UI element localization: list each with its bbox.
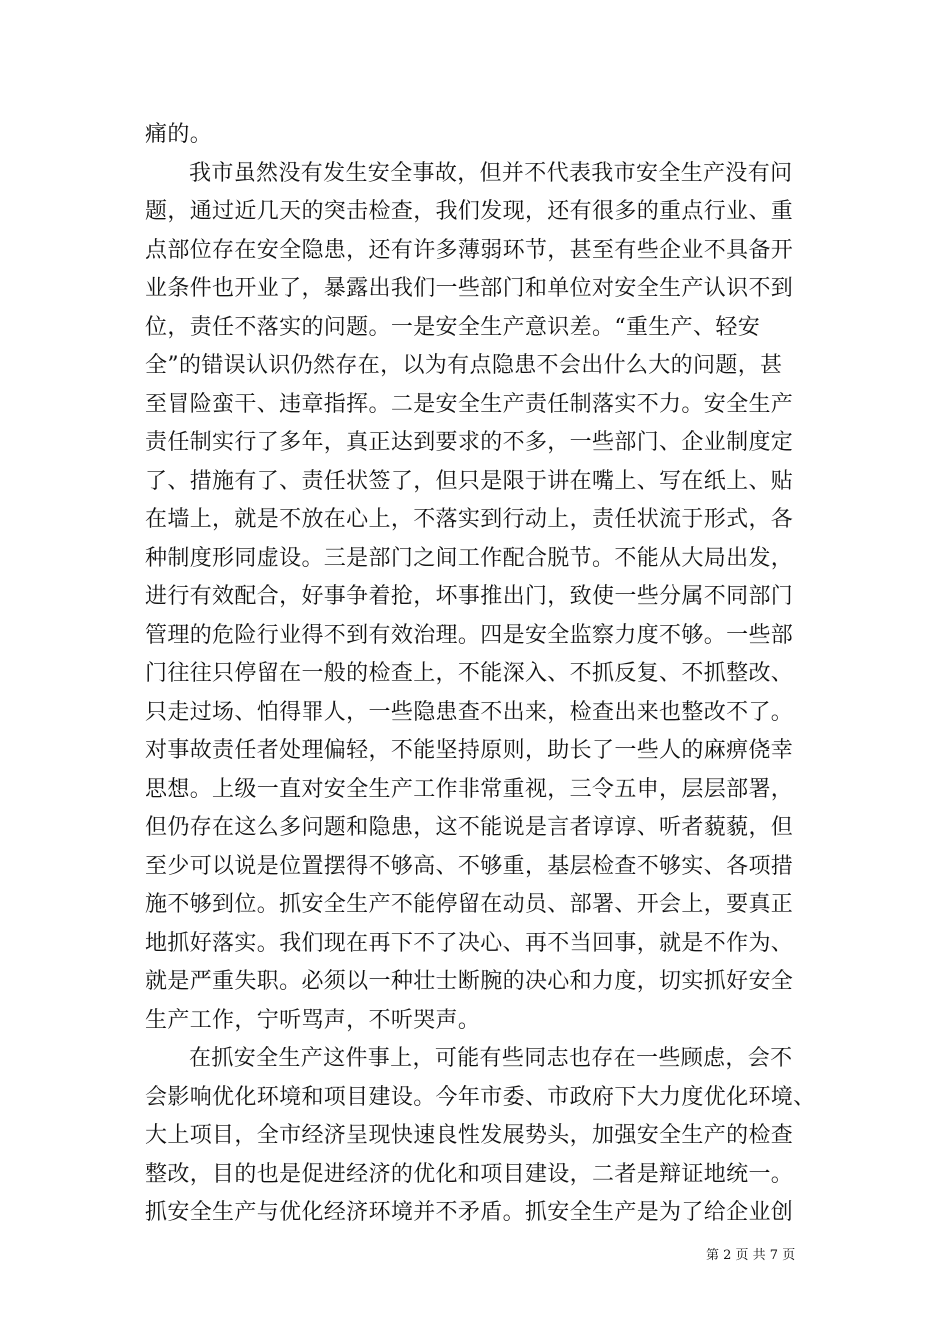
text-line: 大上项目，全市经济呈现快速良性发展势头，加强安全生产的检查 — [145, 1123, 794, 1148]
text-line: 种制度形同虚设。三是部门之间工作配合脱节。不能从大局出发， — [145, 545, 794, 571]
text-line: 责任制实行了多年，真正达到要求的不多，一些部门、企业制度定 — [145, 430, 794, 455]
text-line: 在抓安全生产这件事上，可能有些同志也存在一些顾虑，会不 — [189, 1046, 793, 1071]
text-line: 但仍存在这么多问题和隐患，这不能说是言者谆谆、听者藐藐，但 — [145, 815, 794, 840]
text-line: 地抓好落实。我们现在再下不了决心、再不当回事，就是不作为、 — [145, 930, 794, 956]
text-line: 生产工作，宁听骂声，不听哭声。 — [145, 1007, 481, 1033]
text-line: 门往往只停留在一般的检查上，不能深入、不抓反复、不抓整改、 — [145, 661, 794, 686]
text-line: 了、措施有了、责任状签了，但只是限于讲在嘴上、写在纸上、贴 — [145, 468, 794, 494]
text-line: 对事故责任者处理偏轻，不能坚持原则，助长了一些人的麻痹侥幸 — [145, 738, 794, 763]
text-line: 管理的危险行业得不到有效治理。四是安全监察力度不够。一些部 — [145, 622, 794, 648]
text-line: 就是严重失职。必须以一种壮士断腕的决心和力度，切实抓好安全 — [145, 969, 794, 994]
text-line: 我市虽然没有发生安全事故，但并不代表我市安全生产没有问 — [189, 160, 793, 186]
text-line: 会影响优化环境和项目建设。今年市委、市政府下大力度优化环境、 — [145, 1084, 816, 1110]
text-line: 至少可以说是位置摆得不够高、不够重，基层检查不够实、各项措 — [145, 853, 794, 879]
text-line: 业条件也开业了，暴露出我们一些部门和单位对安全生产认识不到 — [145, 276, 794, 301]
text-line: 抓安全生产与优化经济环境并不矛盾。抓安全生产是为了给企业创 — [145, 1200, 794, 1225]
page-number: 第 2 页 共 7 页 — [706, 1248, 796, 1263]
text-line: 题，通过近几天的突击检查，我们发现，还有很多的重点行业、重 — [145, 199, 794, 224]
text-line: 至冒险蛮干、违章指挥。二是安全生产责任制落实不力。安全生产 — [145, 391, 794, 417]
document-body — [145, 116, 816, 1233]
text-line: 位，责任不落实的问题。一是安全生产意识差。“重生产、轻安 — [145, 314, 761, 340]
text-line: 进行有效配合，好事争着抢，坏事推出门，致使一些分属不同部门 — [145, 584, 794, 609]
text-line: 整改，目的也是促进经济的优化和项目建设，二者是辩证地统一。 — [145, 1161, 794, 1187]
text-line: 思想。上级一直对安全生产工作非常重视，三令五申，层层部署， — [145, 776, 794, 802]
text-line: 全”的错误认识仍然存在，以为有点隐患不会出什么大的问题，甚 — [145, 353, 783, 378]
text-line: 只走过场、怕得罪人，一些隐患查不出来，检查出来也整改不了。 — [145, 699, 794, 725]
text-line: 施不够到位。抓安全生产不能停留在动员、部署、开会上，要真正 — [145, 892, 794, 917]
text-line: 痛的。 — [145, 122, 213, 147]
text-line: 在墙上，就是不放在心上，不落实到行动上，责任状流于形式，各 — [145, 507, 794, 532]
text-line: 点部位存在安全隐患，还有许多薄弱环节，甚至有些企业不具备开 — [145, 237, 794, 263]
